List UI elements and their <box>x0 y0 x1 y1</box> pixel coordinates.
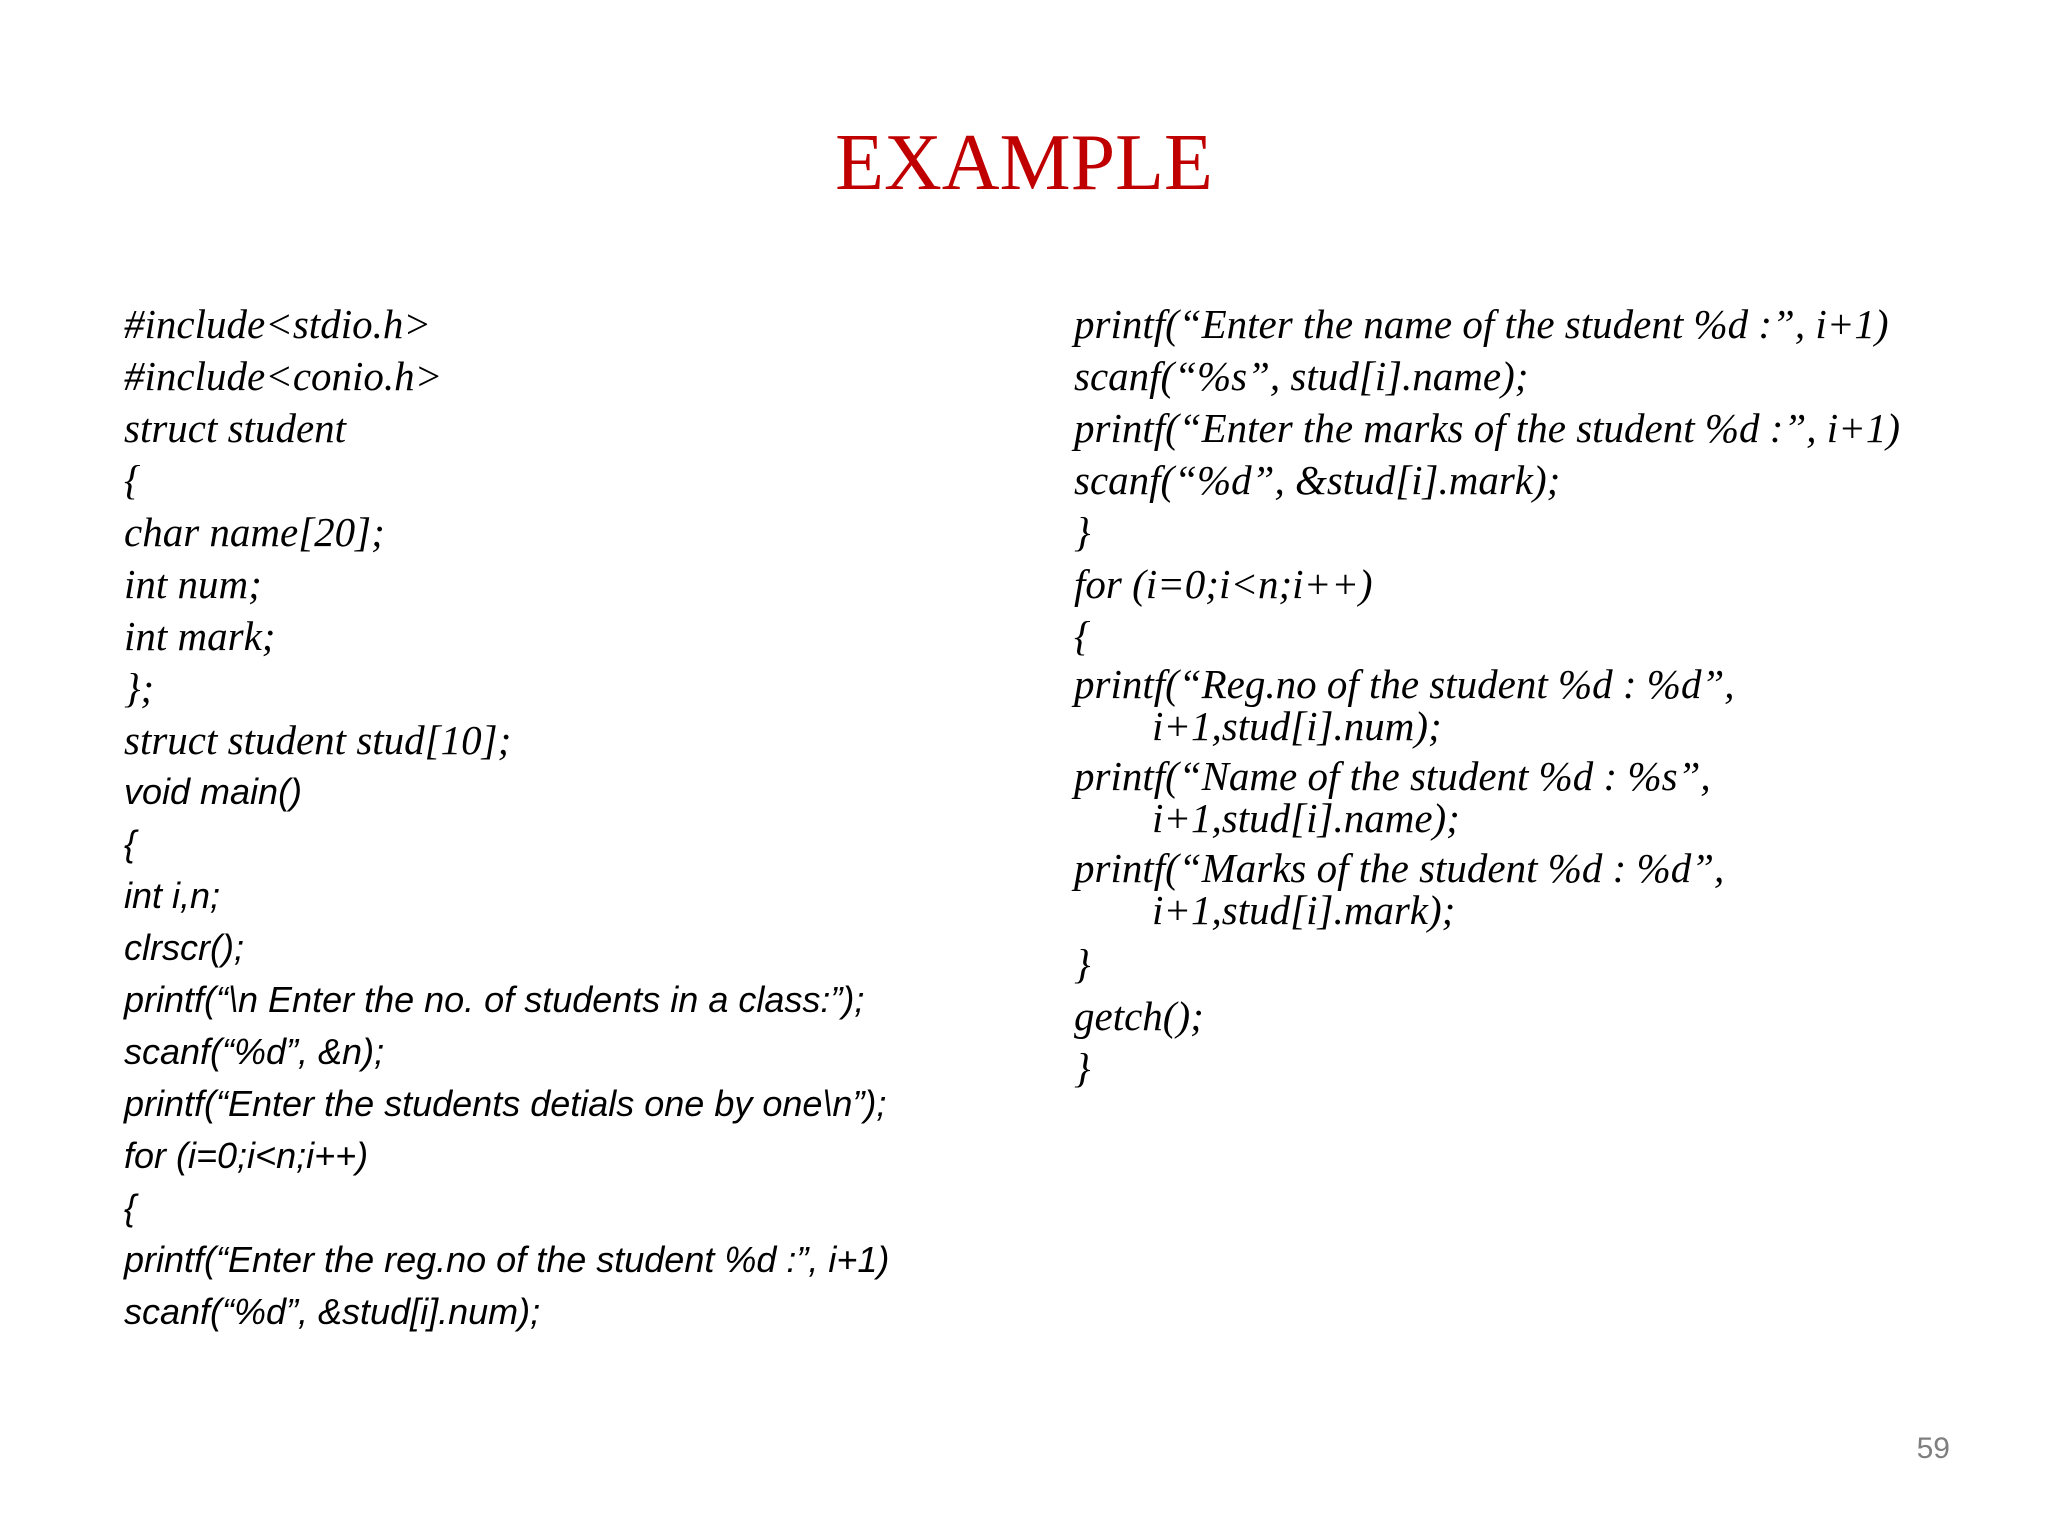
page-number: 59 <box>1916 1432 1950 1465</box>
code-line: printf(“\n Enter the no. of students in a class:”); <box>124 979 865 1020</box>
code-line: printf(“Enter the students detials one by one\n”); <box>124 1083 887 1124</box>
code-line: #include<stdio.h> <box>124 301 431 347</box>
code-line: for (i=0;i<n;i++) <box>124 1135 369 1176</box>
code-line: getch(); <box>1074 993 1204 1039</box>
code-line: for (i=0;i<n;i++) <box>1074 561 1373 607</box>
code-line: void main() <box>124 771 303 812</box>
code-line-continued: i+1,stud[i].name); <box>1152 795 1460 841</box>
code-line: }; <box>124 665 155 711</box>
code-line-continued: i+1,stud[i].mark); <box>1152 887 1456 933</box>
code-line: { <box>124 823 137 864</box>
code-block-left <box>124 298 1064 1338</box>
code-line: char name[20]; <box>124 509 385 555</box>
code-line: scanf(“%d”, &n); <box>124 1031 385 1072</box>
slide-title: EXAMPLE <box>835 119 1213 207</box>
code-line: clrscr(); <box>124 927 244 968</box>
code-line: { <box>1074 613 1091 659</box>
code-line: struct student stud[10]; <box>124 717 512 763</box>
code-line: int num; <box>124 561 262 607</box>
code-line: printf(“Reg.no of the student %d : %d”, <box>1074 661 1735 707</box>
code-line: } <box>1074 941 1091 987</box>
code-line: struct student <box>124 405 347 451</box>
code-line: { <box>124 1187 137 1228</box>
code-line: scanf(“%d”, &stud[i].num); <box>124 1291 541 1332</box>
code-line: printf(“Enter the marks of the student %d :”, i+1) <box>1074 405 1900 451</box>
code-line: scanf(“%s”, stud[i].name); <box>1074 353 1529 399</box>
code-block-right <box>1074 298 2014 1094</box>
code-line: { <box>124 457 141 503</box>
code-line: printf(“Marks of the student %d : %d”, <box>1074 845 1725 891</box>
code-line: } <box>1074 1045 1091 1091</box>
code-line: printf(“Name of the student %d : %s”, <box>1074 753 1711 799</box>
code-line: int i,n; <box>124 875 221 916</box>
code-line: int mark; <box>124 613 276 659</box>
code-line: #include<conio.h> <box>124 353 443 399</box>
code-line: scanf(“%d”, &stud[i].mark); <box>1074 457 1561 503</box>
code-line: printf(“Enter the reg.no of the student %d :”, i+1) <box>124 1239 890 1280</box>
code-line: } <box>1074 509 1091 555</box>
code-line: printf(“Enter the name of the student %d :”, i+1) <box>1074 301 1889 347</box>
code-line-continued: i+1,stud[i].num); <box>1152 703 1442 749</box>
